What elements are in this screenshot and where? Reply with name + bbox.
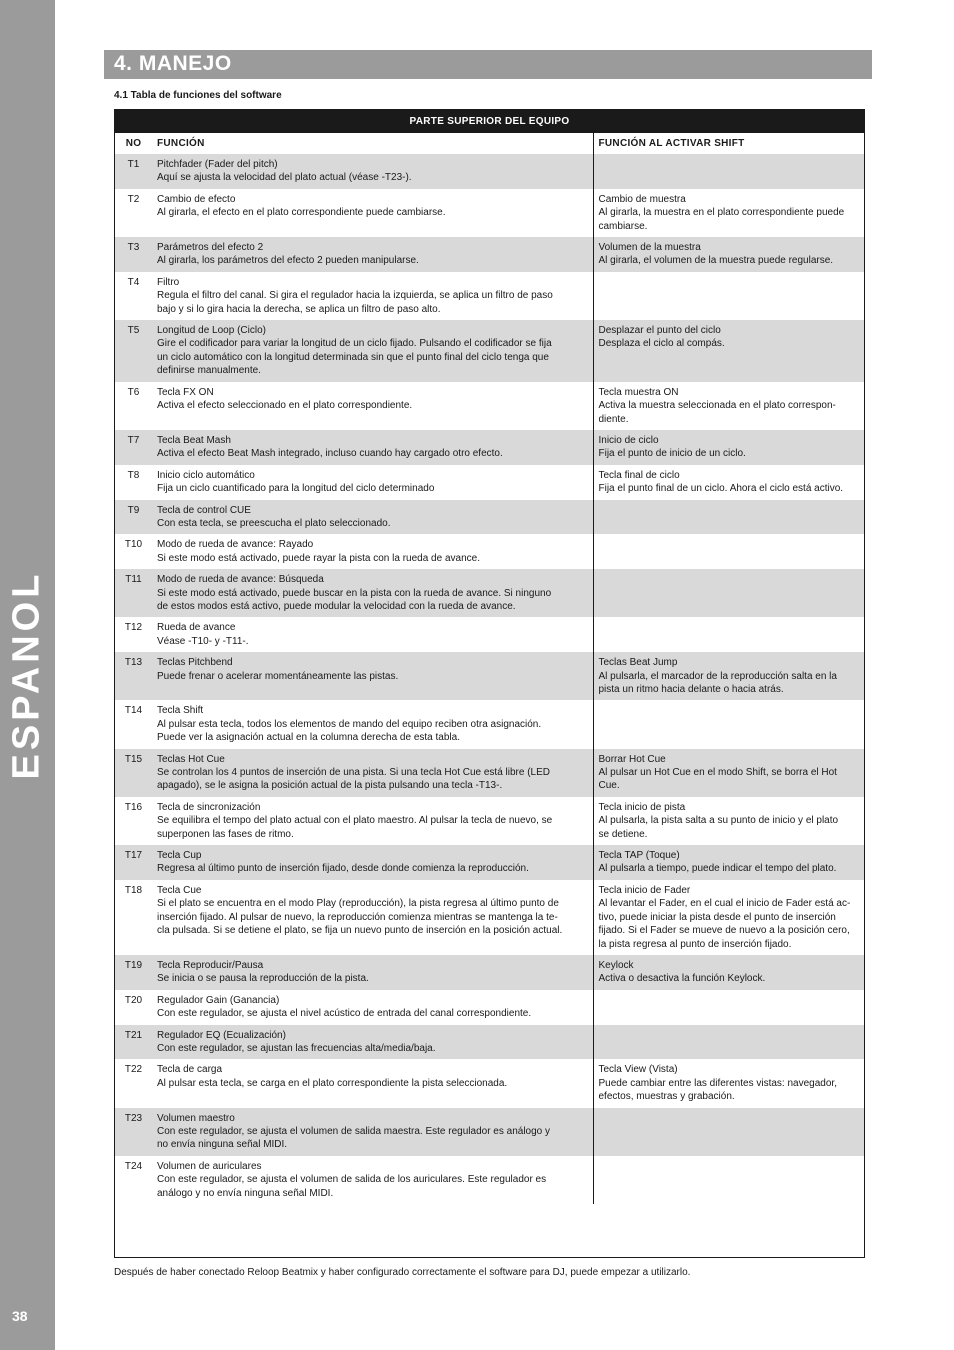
shift-function-line: Al pulsarla, el marcador de la reproducción salta en la	[598, 670, 837, 682]
function-line: Al pulsar esta tecla, se carga en el plato correspondiente la pista seleccionada.	[157, 1077, 508, 1089]
shift-function-line: Al pulsarla a tiempo, puede indicar el tempo del plato.	[598, 863, 837, 875]
function-line: Con este regulador, se ajustan las frecuencias alta/media/baja.	[157, 1042, 436, 1054]
row-shift-function	[593, 272, 864, 320]
row-shift-function	[593, 189, 864, 237]
table-row	[115, 617, 864, 652]
shift-function-line: Al pulsar un Hot Cue en el modo Shift, se borra el Hot	[598, 767, 837, 779]
row-shift-function	[593, 320, 864, 382]
function-line: Regulador Gain (Ganancia)	[157, 994, 280, 1006]
header-shift-function: FUNCIÓN AL ACTIVAR SHIFT	[598, 138, 745, 149]
row-shift-function	[593, 990, 864, 1025]
row-function	[152, 320, 593, 382]
function-line: Rueda de avance	[157, 622, 236, 634]
shift-function-line: efectos, muestras y grabación.	[598, 1091, 735, 1103]
function-line: Con esta tecla, se preescucha el plato seleccionado.	[157, 517, 391, 529]
row-shift-function	[593, 1108, 864, 1156]
footer-note: Después de haber conectado Reloop Beatmix y haber configurado correctamente el software para DJ, puede empezar a utilizarlo.	[114, 1267, 691, 1278]
row-number: T22	[124, 1064, 143, 1076]
function-line: Se inicia o se pausa la reproducción de la pista.	[157, 973, 369, 985]
function-line: definirse manualmente.	[157, 365, 261, 377]
table-header-row	[115, 133, 864, 154]
row-function	[152, 189, 593, 237]
table-row	[115, 990, 864, 1025]
shift-function-line: Inicio de ciclo	[598, 434, 659, 446]
header-no: NO	[125, 138, 142, 149]
function-line: Puede frenar o acelerar momentáneamente las pistas.	[157, 670, 399, 682]
function-line: de estos modos está activo, puede modular la velocidad con la rueda de avance.	[157, 600, 516, 612]
function-line: Tecla de carga	[157, 1064, 223, 1076]
function-line: Puede ver la asignación actual en la columna derecha de esta tabla.	[157, 732, 460, 744]
function-line: Se equilibra el tempo del plato actual con el plato maestro. Al pulsar la tecla de nuevo, se	[157, 815, 553, 827]
header-function: FUNCIÓN	[152, 133, 593, 154]
function-line: Tecla FX ON	[157, 386, 214, 398]
function-line: Véase -T10- y -T11-.	[157, 635, 249, 647]
row-shift-function	[593, 430, 864, 465]
shift-function-line: Tecla muestra ON	[598, 386, 679, 398]
table-row	[115, 534, 864, 569]
shift-function-line: Teclas Beat Jump	[598, 657, 678, 669]
table-row	[115, 1156, 864, 1204]
row-function	[152, 955, 593, 990]
row-function	[152, 272, 593, 320]
function-line: Teclas Hot Cue	[157, 753, 225, 765]
row-function	[152, 990, 593, 1025]
function-line: Gire el codificador para variar la longitud de un ciclo fijado. Pulsando el codificador se fija	[157, 338, 552, 350]
row-shift-function	[593, 1025, 864, 1060]
language-label: ESPANOL	[5, 570, 48, 780]
function-line: Fija un ciclo cuantificado para la longitud del ciclo determinado	[157, 483, 435, 495]
shift-function-line: Al girarla, el volumen de la muestra puede regularse.	[598, 255, 834, 267]
function-line: Al girarla, el efecto en el plato correspondiente puede cambiarse.	[157, 207, 446, 219]
row-number: T7	[115, 430, 152, 465]
function-line: Con este regulador, se ajusta el volumen de salida maestra. Este regulador es análogo y	[157, 1125, 551, 1137]
function-line: Tecla Shift	[157, 705, 204, 717]
row-function	[152, 237, 593, 272]
row-function	[152, 465, 593, 500]
table-row	[115, 569, 864, 617]
function-line: Regresa al último punto de inserción fijado, desde donde comienza la reproducción.	[157, 863, 529, 875]
row-shift-function	[593, 845, 864, 880]
shift-function-line: pista un ritmo hacia delante o hacia atrás.	[598, 684, 784, 695]
row-number: T2	[127, 193, 140, 205]
language-sidebar	[0, 0, 55, 1350]
shift-function-line: Fija el punto de inicio de un ciclo.	[598, 448, 746, 460]
row-shift-function	[593, 797, 864, 845]
function-line: Filtro	[157, 276, 180, 288]
row-number: T9	[115, 500, 152, 535]
shift-function-line: Tecla final de ciclo	[598, 469, 680, 481]
function-line: Inicio ciclo automático	[157, 469, 255, 481]
function-line: Al girarla, los parámetros del efecto 2 pueden manipularse.	[157, 255, 419, 267]
function-line: Cambio de efecto	[157, 193, 236, 205]
shift-function-line: Fija el punto final de un ciclo. Ahora el ciclo está activo.	[598, 483, 844, 495]
function-line: Tecla Beat Mash	[157, 434, 231, 446]
function-line: Volumen maestro	[157, 1112, 235, 1124]
function-line: Regula el filtro del canal. Si gira el regulador hacia la izquierda, se aplica un filtro de paso	[157, 290, 553, 302]
shift-function-line: diente.	[598, 413, 629, 425]
shift-function-line: Al pulsarla, la pista salta a su punto de inicio y el plato	[598, 815, 839, 827]
table-row	[115, 845, 864, 880]
shift-function-line: Desplazar el punto del ciclo	[598, 325, 721, 337]
table-banner: PARTE SUPERIOR DEL EQUIPO	[115, 110, 864, 133]
row-shift-function	[593, 749, 864, 797]
table-row	[115, 797, 864, 845]
function-line: Volumen de auriculares	[157, 1160, 262, 1172]
function-line: Tecla de control CUE	[157, 504, 251, 516]
function-line: Aquí se ajusta la velocidad del plato actual (véase -T23-).	[157, 172, 412, 184]
row-number: T23	[115, 1108, 152, 1156]
shift-function-line: Al girarla, la muestra en el plato correspondiente puede	[598, 207, 845, 219]
table-row	[115, 955, 864, 990]
shift-function-line: Tecla View (Vista)	[598, 1064, 678, 1076]
table-row	[115, 320, 864, 382]
shift-function-line: la pista regresa al punto de inserción fijado.	[598, 938, 792, 950]
table-subtitle: 4.1 Tabla de funciones del software	[114, 90, 282, 101]
shift-function-line: Activa la muestra seleccionada en el plato correspon-	[598, 400, 836, 412]
row-function	[152, 430, 593, 465]
row-number: T8	[127, 469, 140, 481]
function-line: bajo y si lo gira hacia la derecha, se aplica un filtro de paso alto.	[157, 303, 441, 315]
function-line: Tecla de sincronización	[157, 801, 261, 813]
function-line: Activa el efecto Beat Mash integrado, incluso cuando hay cargado otro efecto.	[157, 448, 503, 460]
row-shift-function	[593, 465, 864, 500]
table-row	[115, 272, 864, 320]
shift-function-line: Borrar Hot Cue	[598, 753, 666, 765]
row-shift-function	[593, 154, 864, 189]
row-function	[152, 534, 593, 569]
row-function	[152, 569, 593, 617]
shift-function-line: Tecla inicio de pista	[598, 801, 686, 813]
row-function	[152, 797, 593, 845]
row-number: T16	[124, 801, 143, 813]
function-line: cla pulsada. Si se detiene el plato, se fija un nuevo punto de inserción en la posición actual.	[157, 925, 563, 937]
page-number: 38	[12, 1308, 28, 1324]
shift-function-line: Tecla TAP (Toque)	[598, 850, 680, 862]
function-table-frame	[114, 109, 865, 1258]
row-function	[152, 500, 593, 535]
table-row	[115, 880, 864, 955]
function-line: Modo de rueda de avance: Rayado	[157, 539, 314, 551]
function-line: Al pulsar esta tecla, todos los elementos de mando del equipo reciben otra asignación.	[157, 718, 542, 730]
function-line: Con este regulador, se ajusta el volumen de salida de los auriculares. Este regulador es	[157, 1174, 547, 1186]
function-line: Regulador EQ (Ecualización)	[157, 1029, 286, 1041]
row-number: T18	[124, 884, 143, 896]
row-number: T24	[124, 1160, 143, 1172]
row-function	[152, 1108, 593, 1156]
row-number: T13	[115, 652, 152, 700]
row-function	[152, 1156, 593, 1204]
shift-function-line: Volumen de la muestra	[598, 242, 701, 254]
row-number: T12	[124, 622, 143, 634]
shift-function-line: tivo, puede iniciar la pista desde el punto de inserción	[598, 911, 836, 923]
table-row	[115, 1059, 864, 1107]
shift-function-line: Puede cambiar entre las diferentes vistas: navegador,	[598, 1077, 837, 1089]
function-line: Si este modo está activado, puede rayar la pista con la rueda de avance.	[157, 552, 480, 564]
table-row	[115, 700, 864, 748]
row-number: T5	[115, 320, 152, 382]
row-number: T17	[115, 845, 152, 880]
shift-function-line: se detiene.	[598, 828, 648, 840]
row-number: T1	[115, 154, 152, 189]
row-number: T11	[115, 569, 152, 617]
function-line: inserción fijado. Al pulsar de nuevo, la reproducción comienza mientras se mantenga la te-	[157, 911, 558, 923]
row-shift-function	[593, 237, 864, 272]
function-line: Tecla Reproducir/Pausa	[157, 959, 264, 971]
row-shift-function	[593, 880, 864, 955]
table-row	[115, 237, 864, 272]
shift-function-line: Activa o desactiva la función Keylock.	[598, 973, 766, 985]
row-function	[152, 880, 593, 955]
shift-function-line: fijado. Si el Fader se mueve de nuevo a la posición cero,	[598, 925, 850, 937]
shift-function-line: Keylock	[598, 959, 634, 971]
function-line: análogo y no envía ninguna señal MIDI.	[157, 1187, 334, 1199]
function-line: Pitchfader (Fader del pitch)	[157, 159, 278, 170]
row-shift-function	[593, 1059, 864, 1107]
row-shift-function	[593, 569, 864, 617]
row-shift-function	[593, 534, 864, 569]
row-shift-function	[593, 1156, 864, 1204]
function-line: Longitud de Loop (Ciclo)	[157, 325, 266, 337]
function-line: apagado), se le asigna la posición actual de la pista pulsando una tecla -T13-.	[157, 780, 503, 792]
function-line: un ciclo automático con la longitud determinada sin que el punto final del ciclo tenga que	[157, 351, 549, 363]
function-line: Tecla Cue	[157, 884, 202, 896]
row-number: T3	[115, 237, 152, 272]
row-number: T6	[127, 386, 140, 398]
row-shift-function	[593, 652, 864, 700]
row-shift-function	[593, 955, 864, 990]
function-line: Si este modo está activado, puede buscar en la pista con la rueda de avance. Si ninguno	[157, 587, 552, 599]
table-row	[115, 1108, 864, 1156]
function-line: superponen las fases de ritmo.	[157, 828, 294, 840]
row-number: T21	[115, 1025, 152, 1060]
row-shift-function	[593, 700, 864, 748]
function-line: Activa el efecto seleccionado en el plato correspondiente.	[157, 400, 413, 412]
row-number: T14	[124, 705, 143, 717]
function-line: Si el plato se encuentra en el modo Play (reproducción), la pista regresa al último punto de	[157, 898, 559, 910]
function-line: Se controlan los 4 puntos de inserción de una pista. Si una tecla Hot Cue está libre (LED	[157, 767, 551, 779]
row-function	[152, 154, 593, 189]
table-row	[115, 154, 864, 189]
row-function	[152, 1025, 593, 1060]
table-row	[115, 749, 864, 797]
function-line: no envía ninguna señal MIDI.	[157, 1139, 288, 1151]
shift-function-line: Desplaza el ciclo al compás.	[598, 338, 725, 350]
function-line: Modo de rueda de avance: Búsqueda	[157, 574, 324, 586]
table-row	[115, 500, 864, 535]
table-row	[115, 189, 864, 237]
function-line: Con este regulador, se ajusta el nivel acústico de entrada del canal correspondiente.	[157, 1008, 532, 1020]
section-header	[104, 50, 872, 79]
table-row	[115, 465, 864, 500]
row-number: T20	[124, 994, 143, 1006]
table-body	[115, 154, 864, 1204]
row-function	[152, 1059, 593, 1107]
function-line: Teclas Pitchbend	[157, 657, 233, 669]
function-line: Tecla Cup	[157, 850, 202, 862]
function-table	[115, 110, 864, 1204]
shift-function-line: Cambio de muestra	[598, 193, 686, 205]
row-function	[152, 382, 593, 430]
row-function	[152, 700, 593, 748]
row-shift-function	[593, 382, 864, 430]
shift-function-line: cambiarse.	[598, 220, 648, 232]
table-row	[115, 1025, 864, 1060]
shift-function-line: Tecla inicio de Fader	[598, 884, 691, 896]
table-row	[115, 382, 864, 430]
row-number: T10	[124, 539, 143, 551]
row-shift-function	[593, 500, 864, 535]
row-function	[152, 617, 593, 652]
table-row	[115, 430, 864, 465]
row-function	[152, 845, 593, 880]
row-number: T15	[115, 749, 152, 797]
shift-function-line: Cue.	[598, 780, 620, 792]
table-banner-row	[115, 110, 864, 133]
row-number: T4	[127, 276, 140, 288]
row-shift-function	[593, 617, 864, 652]
section-title: 4. MANEJO	[114, 52, 232, 75]
function-line: Parámetros del efecto 2	[157, 242, 264, 254]
table-row	[115, 652, 864, 700]
row-function	[152, 749, 593, 797]
row-function	[152, 652, 593, 700]
row-number: T19	[115, 955, 152, 990]
shift-function-line: Al levantar el Fader, en el cual el inicio de Fader está ac-	[598, 898, 851, 910]
